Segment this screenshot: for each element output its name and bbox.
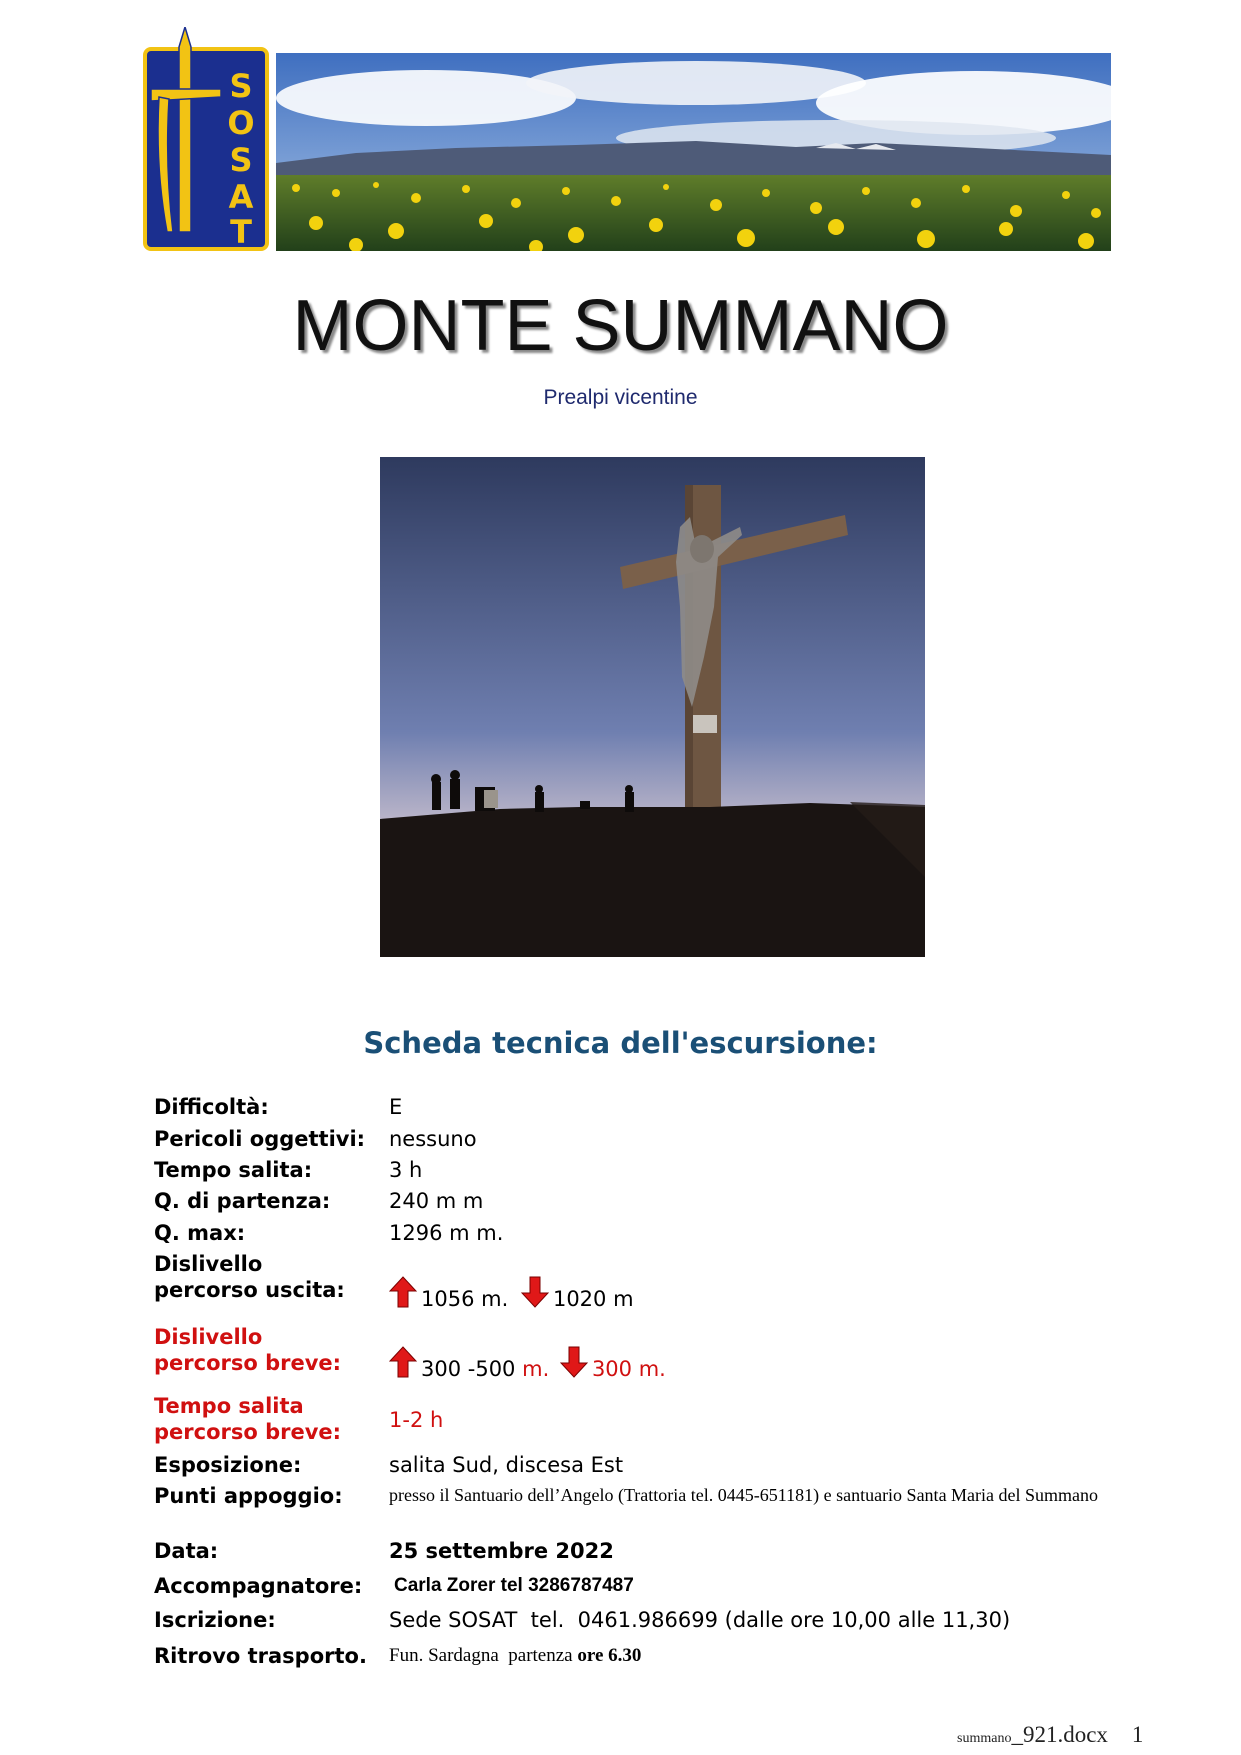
label-partenza: Q. di partenza: <box>154 1189 331 1213</box>
value-tempo-salita: 3 h <box>389 1158 423 1182</box>
value-ritrovo <box>389 1643 641 1669</box>
technical-sheet-heading: Scheda tecnica dell'escursione: <box>363 1026 878 1060</box>
logo-letter-s1: S <box>229 67 253 105</box>
value-qmax: 1296 m m. <box>389 1221 504 1245</box>
sosat-logo <box>141 27 271 253</box>
label-iscrizione: Iscrizione: <box>154 1608 276 1632</box>
label-tempo-salita: Tempo salita: <box>154 1158 313 1182</box>
label-dislivello-1: Dislivello <box>154 1252 263 1276</box>
label-qmax: Q. max: <box>154 1221 246 1245</box>
value-tempo-breve: 1-2 h <box>389 1408 444 1432</box>
label-data: Data: <box>154 1539 219 1563</box>
logo-letter-t: T <box>230 213 252 251</box>
label-esposizione: Esposizione: <box>154 1453 302 1477</box>
header-banner-image <box>276 53 1111 251</box>
dislivello-breve-up-value: 300 -500 <box>421 1357 516 1381</box>
footer-filename-prefix: summano <box>957 1731 1012 1746</box>
arrow-up-icon <box>389 1346 417 1378</box>
label-pericoli: Pericoli oggettivi: <box>154 1127 366 1151</box>
value-dislivello <box>389 1276 634 1312</box>
page-subtitle: Prealpi vicentine <box>543 386 698 409</box>
page-footer <box>957 1722 1143 1748</box>
value-accompagnatore: Carla Zorer tel 3286787487 <box>394 1575 634 1596</box>
value-esposizione: salita Sud, discesa Est <box>389 1453 624 1477</box>
ritrovo-place: Fun. Sardagna partenza <box>389 1645 573 1666</box>
label-dislivello-breve-1: Dislivello <box>154 1325 263 1349</box>
label-tempo-breve-2: percorso breve: <box>154 1420 342 1444</box>
arrow-down-icon <box>521 1276 549 1308</box>
value-pericoli: nessuno <box>389 1127 477 1151</box>
arrow-down-icon <box>560 1346 588 1378</box>
value-difficolta: E <box>389 1095 403 1119</box>
dislivello-down-value: 1020 m <box>552 1287 634 1311</box>
footer-filename-suffix: _921.docx <box>1011 1722 1108 1747</box>
value-data: 25 settembre 2022 <box>389 1539 614 1563</box>
label-difficolta: Difficoltà: <box>154 1095 269 1119</box>
logo-letter-s2: S <box>229 141 253 179</box>
label-appoggio: Punti appoggio: <box>154 1484 343 1508</box>
logo-letter-a: A <box>228 178 254 216</box>
value-appoggio: presso il Santuario dell’Angelo (Trattoria tel. 0445-651181) e santuario Santa Maria del Summano <box>389 1485 1099 1505</box>
ritrovo-time: ore 6.30 <box>577 1645 642 1666</box>
value-partenza: 240 m m <box>389 1189 484 1213</box>
dislivello-breve-up-unit: m. <box>522 1357 550 1381</box>
arrow-up-icon <box>389 1276 417 1308</box>
page-title: MONTE SUMMANO <box>292 286 949 366</box>
label-dislivello-breve-2: percorso breve: <box>154 1351 342 1375</box>
page-number: 1 <box>1131 1722 1144 1747</box>
dislivello-breve-down-value: 300 m. <box>591 1357 666 1381</box>
label-dislivello-2: percorso uscita: <box>154 1278 345 1302</box>
logo-letter-o: O <box>227 104 255 142</box>
label-tempo-breve-1: Tempo salita <box>154 1394 304 1418</box>
label-ritrovo: Ritrovo trasporto. <box>154 1644 367 1668</box>
value-dislivello-breve <box>389 1346 666 1382</box>
label-accompagnatore: Accompagnatore: <box>154 1574 363 1598</box>
summit-cross-photo <box>380 457 925 957</box>
dislivello-up-value: 1056 m. <box>421 1287 509 1311</box>
value-iscrizione: Sede SOSAT tel. 0461.986699 (dalle ore 10,00 alle 11,30) <box>389 1608 1011 1632</box>
